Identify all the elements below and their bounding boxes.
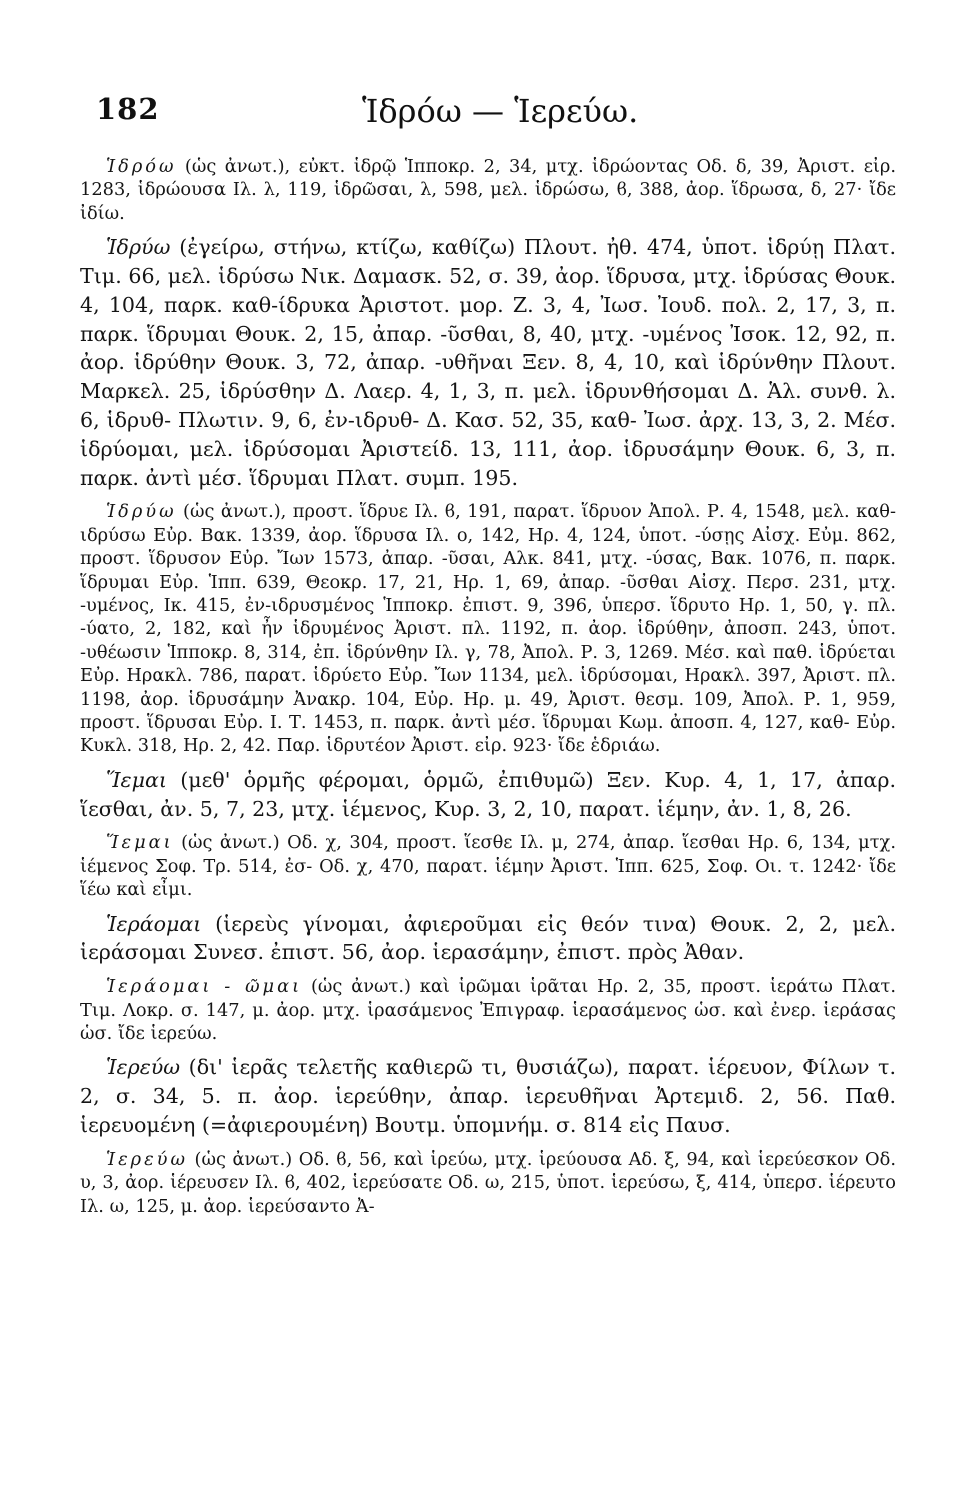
dictionary-body [80,155,896,1218]
dictionary-entry [80,233,896,492]
entry-text: (ὡς ἀνωτ.) καὶ ἱρῶμαι ἱρᾶται Ηρ. 2, 35, προστ. ἱεράτω Πλατ. Τιμ. Λοκρ. σ. 147, μ. ἀορ. μτχ. ἱρασάμενος Ἐπιγραφ. ἱερασάμενος ὡσ. καὶ ἐνερ. ἱεράσας ὡσ. ἴδε ἱερεύω. [80,976,896,1045]
entry-text: (ὡς ἀνωτ.) Οδ. χ, 304, προστ. ἵεσθε Ιλ. μ, 274, ἀπαρ. ἵεσθαι Ηρ. 6, 134, μτχ. ἱέμενος Σοφ. Τρ. 514, ἐσ- Οδ. χ, 470, παρατ. ἱέμην Ἀριστ. Ἱππ. 625, Σοφ. Οι. τ. 1242· ἴδε ἵέω καὶ εἶμι. [80,832,896,901]
entry-headword: Ἱεράομαι - ῶμαι [106,976,303,998]
dictionary-entry [80,1148,896,1218]
dictionary-entry [80,975,896,1045]
entry-headword: Ἵεμαι [106,767,167,792]
entry-text: (ἐγείρω, στήνω, κτίζω, καθίζω) Πλουτ. ἠθ. 474, ὑποτ. ἱδρύῃ Πλατ. Τιμ. 66, μελ. ἱδρύσω Νικ. Δαμασκ. 52, σ. 39, ἀορ. ἵδρυσα, μτχ. ἱδρύσας Θουκ. 4, 104, παρκ. καθ-ίδρυκα Ἀριστοτ. μορ. Ζ. 3, 4, Ἰωσ. Ἰουδ. πολ. 2, 17, 3, π. παρκ. ἵδρυμαι Θουκ. 2, 15, ἀπαρ. -ῦσθαι, 8, 40, μτχ. -υμένος Ἰσοκ. 12, 92, π. ἀορ. ἱδρύθην Θουκ. 3, 72, ἀπαρ. -υθῆναι Ξεν. 8, 4, 10, καὶ ἱδρύνθην Πλουτ. Μαρκελ. 25, ἱδρύσθην Δ. Λαερ. 4, 1, 3, π. μελ. ἱδρυνθήσομαι Δ. Ἁλ. συνθ. λ. 6, ἱδρυθ- Πλωτιν. 9, 6, ἐν-ιδρυθ- Δ. Κασ. 52, 35, καθ- Ἰωσ. ἀρχ. 13, 3, 2. Μέσ. ἱδρύομαι, μελ. ἱδρύσομαι Ἀριστείδ. 13, 111, ἀορ. ἱδρυσάμην Θουκ. 6, 3, π. παρκ. ἀντὶ μέσ. ἵδρυμαι Πλατ. συμπ. 195. [80,235,896,490]
dictionary-entry [80,1053,896,1139]
dictionary-entry [80,500,896,757]
entry-headword: Ἱδρύω [106,235,171,260]
dictionary-entry [80,155,896,225]
entry-text: (ὡς ἀνωτ.) Οδ. ϐ, 56, καὶ ἱρεύω, μτχ. ἱρεύουσα Αδ. ξ, 94, καὶ ἱερεύεσκον Οδ. υ, 3, ἀορ. ἱέρευσεν Ιλ. ϐ, 402, ἱερεύσατε Οδ. ω, 215, ὑποτ. ἱερεύσω, ξ, 414, ὑπερσ. ἱέρευτο Ιλ. ω, 125, μ. ἀορ. ἱερεύσαντο Ἀ- [80,1148,896,1217]
entry-headword: Ἱερεύω [106,1148,188,1170]
entry-headword: Ἱδρόω [106,156,177,177]
entry-text: (ὡς ἀνωτ.), εὐκτ. ἱδρῷ Ἱπποκρ. 2, 34, μτχ. ἱδρώοντας Οδ. δ, 39, Ἀριστ. εἰρ. 1283, ἱδρώουσα Ιλ. λ, 119, ἱδρῶσαι, λ, 598, μελ. ἱδρώσω, ϐ, 388, ἀορ. ἵδρωσα, δ, 27· ἴδε ἰδίω. [80,156,896,224]
page-number: 182 [96,92,160,126]
entry-headword: Ἱεράομαι [106,911,202,936]
entry-text: (δι' ἱερᾶς τελετῆς καθιερῶ τι, θυσιάζω), παρατ. ἱέρευον, Φίλων τ. 2, σ. 34, 5. π. ἀορ. ἱερεύθην, ἀπαρ. ἱερευθῆναι Ἀρτεμιδ. 2, 56. Παθ. ἱερευομένη (=ἀφιερουμένη) Βουτμ. ὑπομνήμ. σ. 814 εἰς Παυσ. [80,1055,896,1138]
entry-headword: Ἱερεύω [106,1055,181,1080]
dictionary-entry [80,766,896,824]
entry-headword: Ἵεμαι [106,832,174,854]
dictionary-entry [80,910,896,968]
entry-text: (ὡς ἀνωτ.), προστ. ἵδρυε Ιλ. ϐ, 191, παρατ. ἵδρυον Ἀπολ. Ρ. 4, 1548, μελ. καθ-ιδρύσω Εὐρ. Βακ. 1339, ἀορ. ἵδρυσα Ιλ. ο, 142, Ηρ. 4, 124, ὑποτ. -ύσῃς Αἰσχ. Εὐμ. 862, προστ. ἵδρυσον Εὐρ. Ἴων 1573, ἀπαρ. -ῦσαι, Αλκ. 841, μτχ. -ύσας, Βακ. 1076, π. παρκ. ἵδρυμαι Εὐρ. Ἱππ. 639, Θεοκρ. 17, 21, Ηρ. 1, 69, ἀπαρ. -ῦσθαι Αἰσχ. Περσ. 231, μτχ. -υμένος, Ικ. 415, ἐν-ιδρυσμένος Ἱπποκρ. ἐπιστ. 9, 396, ὑπερσ. ἵδρυτο Ηρ. 1, 50, γ. πλ. -ύατο, 2, 182, καὶ ἦν ἱδρυμένος Ἀριστ. πλ. 1192, π. ἀορ. ἱδρύθην, ἀποσπ. 243, ὑποτ. -υθέωσιν Ἱπποκρ. 8, 314, ἐπ. ἱδρύνθην Ιλ. γ, 78, Ἀπολ. Ρ. 3, 1269. Μέσ. καὶ παθ. ἱδρύεται Εὐρ. Ηρακλ. 786, παρατ. ἱδρύετο Εὐρ. Ἴων 1134, μελ. ἱδρύσομαι, Ηρακλ. 397, Ἀριστ. πλ. 1198, ἀορ. ἱδρυσάμην Ἀνακρ. 104, Εὐρ. Ηρ. μ. 49, Ἀριστ. θεσμ. 109, Ἀπολ. Ρ. 1, 959, προστ. ἵδρυσαι Εὐρ. Ι. Τ. 1453, π. παρκ. ἀντὶ μέσ. ἵδρυμαι Κωμ. ἀποσπ. 4, 127, καθ- Εὐρ. Κυκλ. 318, Ηρ. 2, 42. Παρ. ἱδρυτέον Ἀριστ. εἰρ. 923· ἴδε ἑδριάω. [80,501,896,757]
running-title: Ἱδρόω — Ἱερεύω. [362,92,639,130]
entry-headword: Ἱδρύω [106,501,177,523]
page-header [90,88,804,138]
dictionary-entry [80,831,896,901]
entry-text: (μεθ' ὁρμῆς φέρομαι, ὁρμῶ, ἐπιθυμῶ) Ξεν. Κυρ. 4, 1, 17, ἀπαρ. ἵεσθαι, ἀν. 5, 7, 23, μτχ. ἱέμενος, Κυρ. 3, 2, 10, παρατ. ἱέμην, ἀν. 1, 8, 26. [80,767,896,821]
entry-text: (ἱερεὺς γίνομαι, ἀφιεροῦμαι εἰς θεόν τινα) Θουκ. 2, 2, μελ. ἱεράσομαι Συνεσ. ἐπιστ. 56, ἀορ. ἱερασάμην, ἐπιστ. πρὸς Ἀθαν. [80,911,896,965]
